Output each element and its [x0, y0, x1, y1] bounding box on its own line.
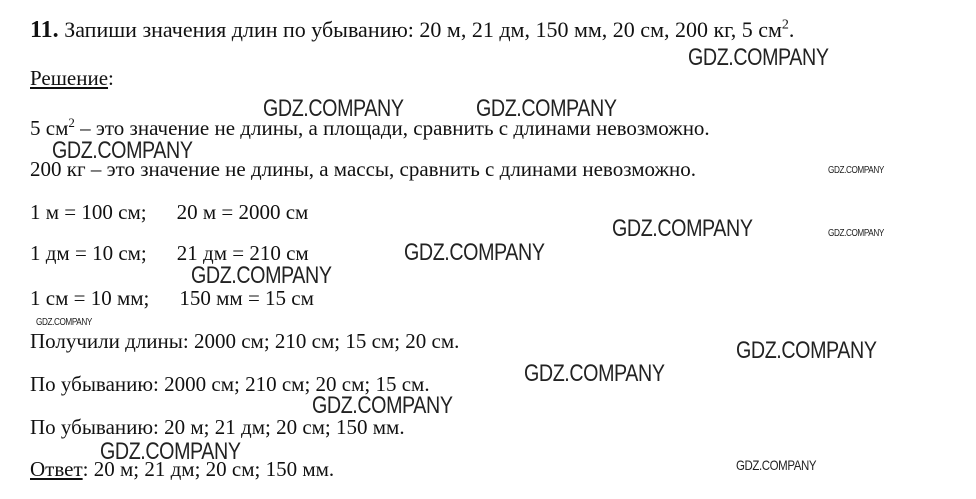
watermark: GDZ.COMPANY	[52, 137, 193, 164]
mass-note: 200 кг – это значение не длины, а массы, сравнить с длинами невозможно.	[30, 157, 696, 181]
watermark: GDZ.COMPANY	[476, 95, 617, 122]
conversion-1-unit: 1 м = 100 см;	[30, 200, 147, 224]
answer-label: Ответ	[30, 457, 83, 481]
watermark: GDZ.COMPANY	[100, 438, 241, 465]
task-number: 11.	[30, 17, 59, 43]
watermark: GDZ.COMPANY	[612, 215, 753, 242]
task-text: Запиши значения длин по убыванию: 20 м, 21 дм, 150 мм, 20 см, 200 кг, 5 см	[58, 17, 782, 42]
watermark: GDZ.COMPANY	[263, 95, 404, 122]
watermark: GDZ.COMPANY	[36, 317, 92, 328]
conversion-3-unit: 1 см = 10 мм;	[30, 286, 150, 310]
task-superscript: 2	[781, 17, 789, 33]
conversion-2-value: 21 дм = 210 см	[176, 241, 309, 265]
answer-text: : 20 м; 21 дм; 20 см; 150 мм.	[82, 457, 335, 481]
conversion-1-value: 20 м = 2000 см	[176, 200, 309, 224]
solution-label: Решение	[30, 66, 109, 90]
conversion-row-2	[30, 243, 309, 264]
watermark: GDZ.COMPANY	[828, 165, 884, 176]
area-value: 5 см	[30, 116, 69, 140]
conversion-2-unit: 1 дм = 10 см;	[30, 241, 147, 265]
area-superscript: 2	[68, 115, 75, 130]
watermark: GDZ.COMPANY	[312, 392, 453, 419]
area-explanation: – это значение не длины, а площади, сравнить с длинами невозможно.	[74, 116, 710, 140]
watermark: GDZ.COMPANY	[524, 360, 665, 387]
task-statement	[30, 18, 794, 42]
task-tail: .	[788, 17, 795, 42]
watermark: GDZ.COMPANY	[191, 262, 332, 289]
watermark: GDZ.COMPANY	[688, 44, 829, 71]
watermark: GDZ.COMPANY	[404, 239, 545, 266]
conversion-row-1	[30, 202, 308, 223]
conversion-row-3	[30, 288, 314, 309]
watermark: GDZ.COMPANY	[736, 337, 877, 364]
solution-heading	[30, 68, 114, 89]
conversion-3-value: 150 мм = 15 см	[179, 286, 314, 310]
watermark: GDZ.COMPANY	[736, 457, 817, 473]
watermark: GDZ.COMPANY	[828, 228, 884, 239]
obtained-lengths: Получили длины: 2000 см; 210 см; 15 см; 20 см.	[30, 329, 460, 353]
solution-colon: :	[108, 66, 114, 90]
descending-cm: По убыванию: 2000 см; 210 см; 20 см; 15 см.	[30, 372, 430, 396]
descending-original: По убыванию: 20 м; 21 дм; 20 см; 150 мм.	[30, 415, 405, 439]
